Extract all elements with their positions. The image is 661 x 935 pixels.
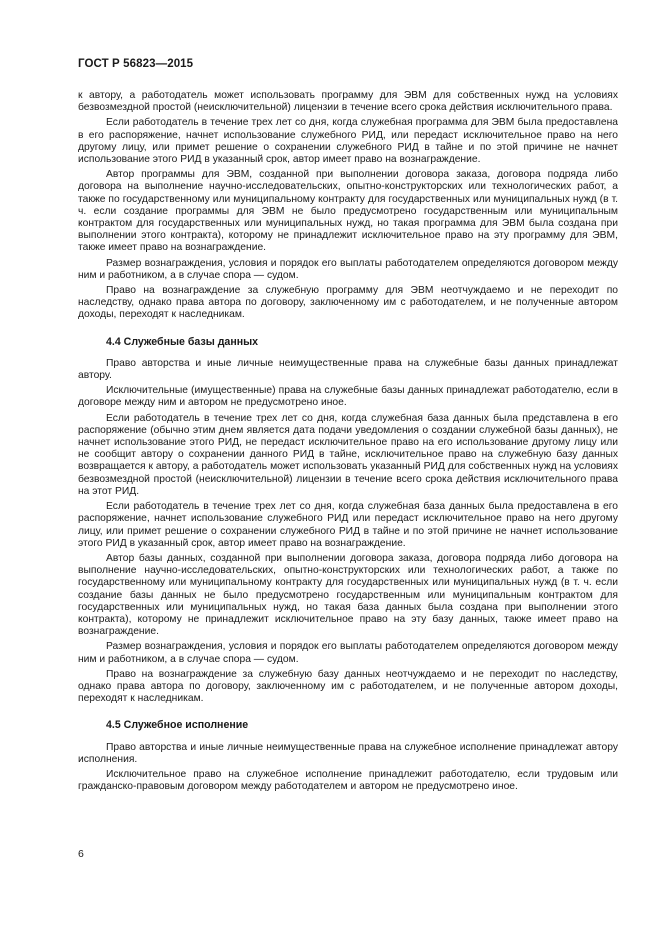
- paragraph: Размер вознаграждения, условия и порядок его выплаты работодателем определяются договором между ним и работником, а в случае спора — судом.: [78, 257, 618, 281]
- paragraph: Автор программы для ЭВМ, созданной при выполнении договора заказа, договора подряда либо договора на выполнение научно-исследовательских, опытно-конструкторских или технологических работ, а также по государственному или муниципальному контракту для государственных или муниципальных нужд (в т. ч. если создание программы для ЭВМ не было предусмотрено государственным или муниципальным контрактом для государственных или муниципальных нужд, но такая программа для ЭВМ была создана при выполнении этого контракта), которому не принадлежит исключительное право на эту программу для ЭВМ, также имеет право на вознаграждение.: [78, 169, 618, 254]
- section-heading-4-4: 4.4 Служебные базы данных: [106, 335, 259, 348]
- paragraph: Право авторства и иные личные неимущественные права на служебное исполнение принадлежат автору исполнения.: [78, 741, 618, 765]
- paragraph-continued: к автору, а работодатель может использовать программу для ЭВМ для собственных нужд на условиях безвозмездной простой (неисключительной) лицензии в течение всего срока действия исключительного права.: [78, 90, 618, 114]
- paragraph: Право на вознаграждение за служебную программу для ЭВМ неотчуждаемо и не переходит по наследству, однако права автора по договору, заключенному им с работодателем, и не полученные автором доходы, переходят к наследникам.: [78, 285, 618, 321]
- paragraph: Размер вознаграждения, условия и порядок его выплаты работодателем определяются договором между ним и работником, а в случае спора — судом.: [78, 641, 618, 665]
- page-number: 6: [78, 848, 84, 860]
- paragraph: Если работодатель в течение трех лет со дня, когда служебная база данных была представлена в его распоряжение (обычно этим днем является дата подачи уведомления о создании служебной базы данных), не начнет использование этого РИД, не передаст исключительное право на его использование другому лицу или не сообщит автору о сохранении данного РИД в тайне, исключительное право на служебную базу данных возвращается к автору, а работодатель может использовать указанный РИД для собственных нужд на условиях безвозмездной простой (неисключительной) лицензии в течение всего срока действия исключительного права на этот РИД.: [78, 412, 618, 497]
- paragraph: Исключительное право на служебное исполнение принадлежит работодателю, если трудовым или гражданско-правовым договором между работодателем и автором не предусмотрено иное.: [78, 768, 618, 793]
- section-heading-4-5: 4.5 Служебное исполнение: [106, 719, 249, 732]
- paragraph: Если работодатель в течение трех лет со дня, когда служебная база данных была предоставлена в его распоряжение, начнет использование служебного РИД или передаст исключительное право на него другому лицу, или примет решение о сохранении служебного РИД в тайне и по этой причине не начнет использование этого РИД в указанный срок, автор имеет право на вознаграждение.: [78, 501, 618, 549]
- document-body: [78, 90, 618, 796]
- paragraph: Исключительные (имущественные) права на служебные базы данных принадлежат работодателю, если в договоре между ним и автором не предусмотрено иное.: [78, 385, 618, 409]
- paragraph: Если работодатель в течение трех лет со дня, когда служебная программа для ЭВМ была предоставлена в его распоряжение, начнет использование служебного РИД, или передаст исключительное право на него другому лицу, или примет решение о сохранении служебного РИД в тайне и по этой причине не начнет использование этого РИД в указанный срок, автор имеет право на вознаграждение.: [78, 117, 618, 166]
- paragraph: Право авторства и иные личные неимущественные права на служебные базы данных принадлежат автору.: [78, 357, 618, 382]
- paragraph: Право на вознаграждение за служебную базу данных неотчуждаемо и не переходит по наследству, однако права автора по договору, заключенному им с работодателем, и не полученные автором доходы, переходят к наследникам.: [78, 668, 618, 705]
- document-code-header: ГОСТ Р 56823—2015: [78, 58, 194, 70]
- paragraph: Автор базы данных, созданной при выполнении договора заказа, договора подряда либо договора на выполнение научно-исследовательских, опытно-конструкторских или технологических работ, а также по государственному или муниципальному контракту для государственных или муниципальных нужд (в т. ч. если создание базы данных не было предусмотрено государственным или муниципальным контрактом для государственных или муниципальных нужд, но такая база данных была создана при выполнении этого контракта), которому не принадлежит исключительное право на эту базу данных, также имеет право на вознаграждение.: [78, 552, 618, 638]
